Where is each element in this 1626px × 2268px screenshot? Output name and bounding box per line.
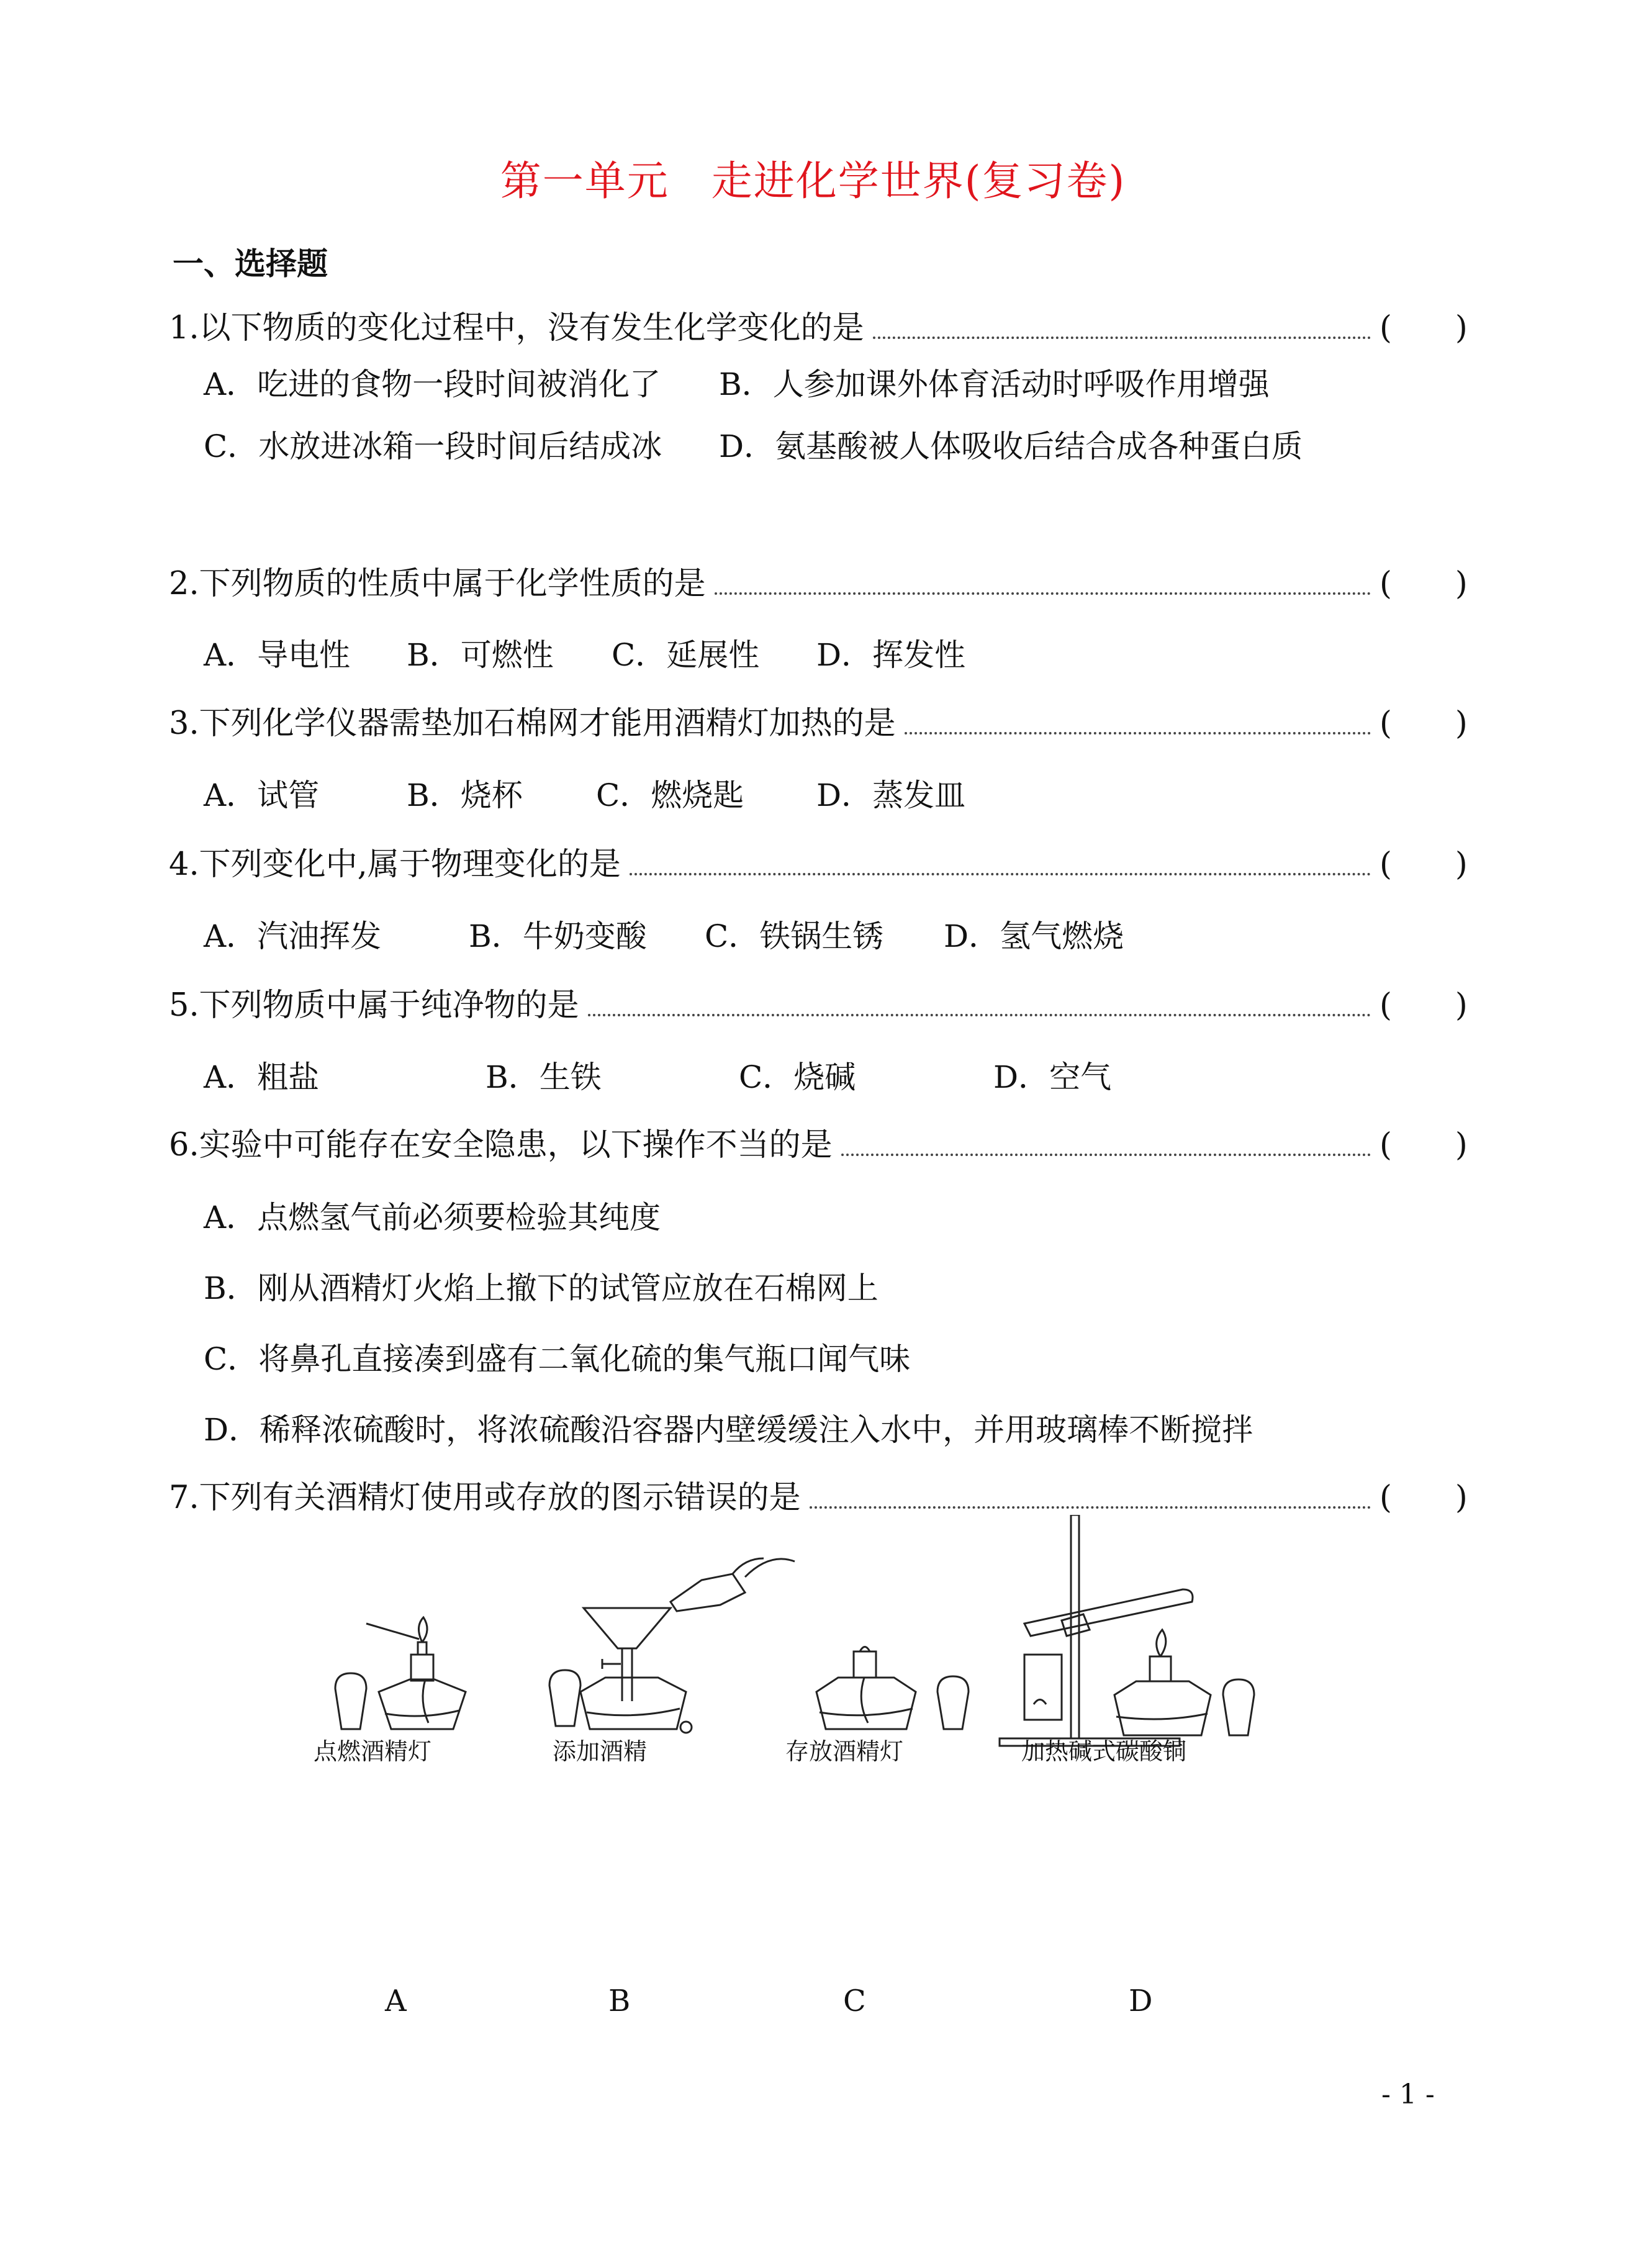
page-title: 第一单元 走进化学世界(复习卷) — [500, 157, 1126, 205]
answer-blank: ( ) — [1380, 705, 1468, 742]
answer-blank: ( ) — [1380, 987, 1468, 1024]
option-c: C．将鼻孔直接凑到盛有二氧化硫的集气瓶口闻气味 — [204, 1341, 911, 1377]
question-stem: 3.下列化学仪器需垫加石棉网才能用酒精灯加热的是 — [169, 705, 896, 742]
adding-alcohol-drawing — [549, 1558, 795, 1733]
option-d: D．稀释浓硫酸时，将浓硫酸沿容器内壁缓缓注入水中，并用玻璃棒不断搅拌 — [204, 1412, 1253, 1448]
choice-label-c: C — [843, 1984, 866, 2018]
question-5 — [169, 985, 1473, 1026]
dotted-leader — [905, 732, 1371, 734]
option-a: A．导电性 — [204, 637, 351, 673]
heating-copper-carbonate-drawing — [1000, 1515, 1254, 1746]
option-c: C．烧碱 — [739, 1059, 856, 1095]
option-b: B．生铁 — [486, 1059, 602, 1095]
dotted-leader — [715, 592, 1371, 595]
answer-blank: ( ) — [1380, 566, 1468, 602]
question-stem: 5.下列物质中属于纯净物的是 — [169, 987, 579, 1024]
question-4 — [169, 844, 1473, 885]
figure-caption-b: 添加酒精 — [553, 1738, 648, 1765]
option-b: B．烧杯 — [407, 777, 523, 813]
question-7 — [169, 1478, 1473, 1519]
question-6 — [169, 1125, 1473, 1166]
option-d: D．空气 — [993, 1059, 1112, 1095]
dotted-leader — [630, 873, 1371, 875]
lighting-lamp-drawing — [335, 1617, 466, 1729]
question-1 — [169, 308, 1473, 349]
option-c: C．燃烧匙 — [596, 777, 744, 813]
option-a: A．试管 — [204, 777, 320, 813]
choice-label-d: D — [1129, 1984, 1153, 2018]
option-b: B．人参加课外体育活动时呼吸作用增强 — [719, 366, 1270, 402]
option-c: C．铁锅生锈 — [705, 918, 884, 954]
option-a: A．汽油挥发 — [204, 918, 382, 954]
figure-caption-a: 点燃酒精灯 — [314, 1738, 432, 1765]
choice-label-b: B — [608, 1984, 631, 2018]
answer-blank: ( ) — [1380, 846, 1468, 883]
option-a: A．粗盐 — [204, 1059, 320, 1095]
question-stem: 7.下列有关酒精灯使用或存放的图示错误的是 — [169, 1480, 801, 1516]
option-c: C．延展性 — [612, 637, 760, 673]
choice-label-a: A — [385, 1984, 407, 2018]
dotted-leader — [588, 1014, 1371, 1016]
option-b: B．刚从酒精灯火焰上撤下的试管应放在石棉网上 — [204, 1270, 878, 1306]
dotted-leader — [810, 1506, 1371, 1509]
option-b: B．可燃性 — [407, 637, 554, 673]
option-d: D．氢气燃烧 — [944, 918, 1124, 954]
section-heading: 一、选择题 — [173, 245, 328, 282]
question-stem: 6.实验中可能存在安全隐患，以下操作不当的是 — [169, 1127, 833, 1163]
option-c: C．水放进冰箱一段时间后结成冰 — [204, 428, 662, 464]
figure-caption-d: 加热碱式碳酸铜 — [1021, 1738, 1187, 1765]
option-d: D．挥发性 — [816, 637, 966, 673]
option-d: D．氨基酸被人体吸收后结合成各种蛋白质 — [719, 428, 1303, 464]
option-d: D．蒸发皿 — [816, 777, 966, 813]
option-a: A．吃进的食物一段时间被消化了 — [204, 366, 661, 402]
question-stem: 4.下列变化中,属于物理变化的是 — [169, 846, 621, 883]
option-b: B．牛奶变酸 — [469, 918, 647, 954]
storing-lamp-drawing — [816, 1647, 969, 1730]
question-stem: 2.下列物质的性质中属于化学性质的是 — [169, 566, 706, 602]
question-2 — [169, 564, 1473, 605]
page-number: - 1 - — [1381, 2079, 1435, 2110]
option-a: A．点燃氢气前必须要检验其纯度 — [204, 1200, 661, 1236]
question-3 — [169, 703, 1473, 744]
answer-blank: ( ) — [1380, 1127, 1468, 1163]
figure-caption-c: 存放酒精灯 — [785, 1738, 904, 1765]
question-stem: 1.以下物质的变化过程中，没有发生化学变化的是 — [169, 310, 864, 346]
answer-blank: ( ) — [1380, 1480, 1468, 1516]
dotted-leader — [873, 337, 1371, 339]
dotted-leader — [841, 1154, 1371, 1156]
answer-blank: ( ) — [1380, 310, 1468, 346]
